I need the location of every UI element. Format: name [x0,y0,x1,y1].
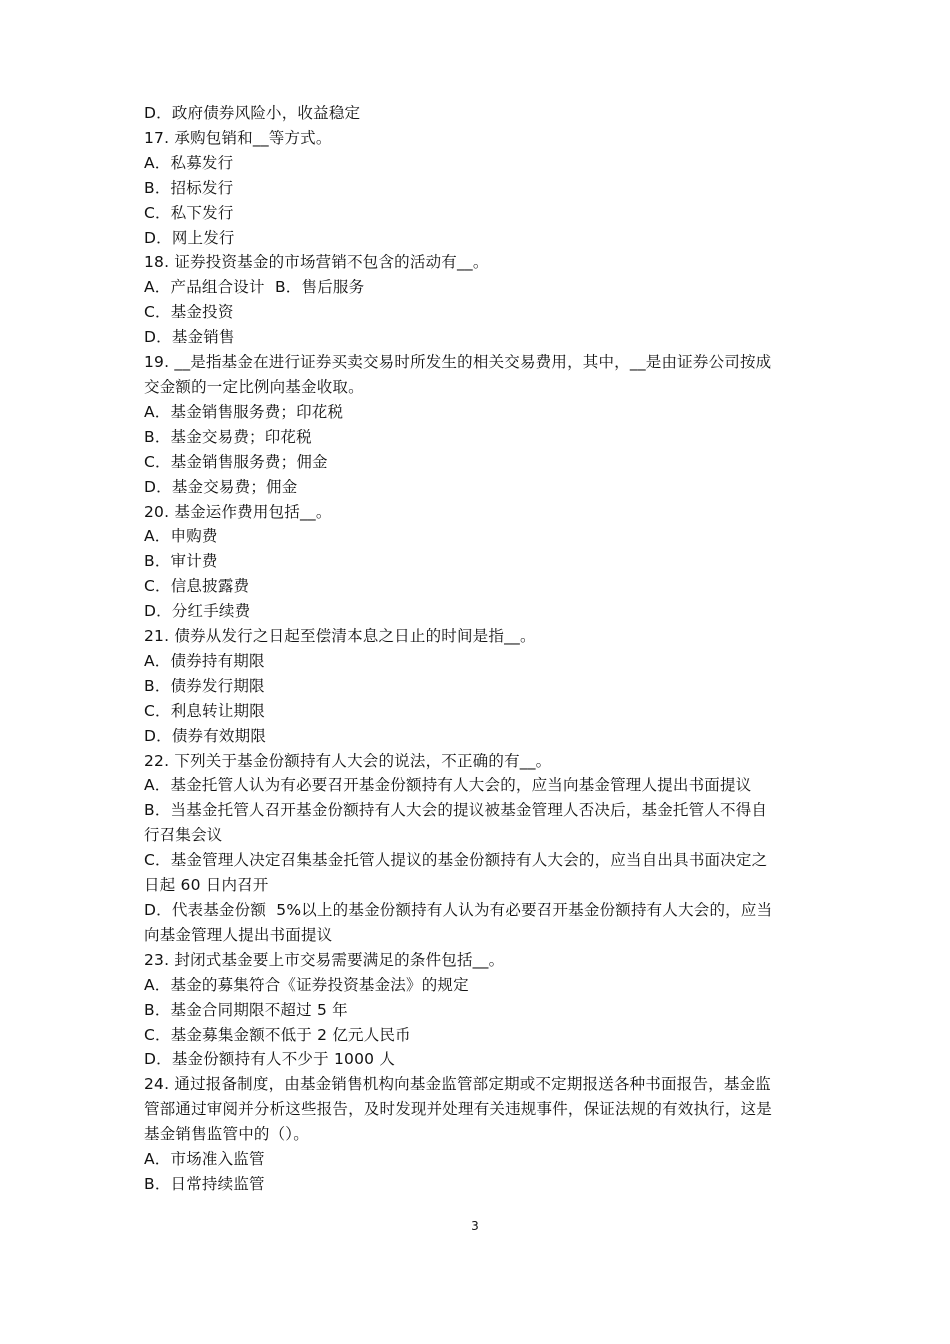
text-line: A．基金托管人认为有必要召开基金份额持有人大会的，应当向基金管理人提出书面提议 [144,776,752,795]
text-line: D．债券有效期限 [144,726,267,745]
text-line: 19. __是指基金在进行证券买卖交易时所发生的相关交易费用，其中，__是由证券公司按成 [144,353,772,372]
text-line: C．基金销售服务费；佣金 [144,452,328,471]
text-line: C．私下发行 [144,203,234,222]
text-line: 管部通过审阅并分析这些报告，及时发现并处理有关违规事件，保证法规的有效执行，这是 [144,1100,773,1119]
text-line: 22. 下列关于基金份额持有人大会的说法，不正确的有__。 [144,751,552,770]
text-line: B．当基金托管人召开基金份额持有人大会的提议被基金管理人否决后，基金托管人不得自 [144,801,768,820]
text-line: D．基金销售 [144,328,235,347]
text-line: 21. 债券从发行之日起至偿清本息之日止的时间是指__。 [144,627,536,646]
text-line: 基金销售监管中的（）。 [144,1125,309,1144]
text-line: D．分红手续费 [144,602,251,621]
page-number: 3 [471,1219,479,1233]
document-body [144,101,814,1197]
text-line: D．基金份额持有人不少于 1000 人 [144,1050,396,1069]
text-line: 交金额的一定比例向基金收取。 [144,377,364,396]
text-line: 日起 60 日内召开 [144,876,269,895]
text-line: B．招标发行 [144,178,234,197]
text-line: 17. 承购包销和__等方式。 [144,128,332,147]
text-line: C．信息披露费 [144,577,250,596]
text-line: D．网上发行 [144,228,235,247]
text-line: B．基金交易费；印花税 [144,427,312,446]
text-line: D．代表基金份额 5%以上的基金份额持有人认为有必要召开基金份额持有人大会的，应当 [144,901,773,919]
text-line: A．申购费 [144,527,218,546]
text-line: D．基金交易费；佣金 [144,477,298,496]
text-line: B．债券发行期限 [144,676,265,695]
text-line: A．产品组合设计 B．售后服务 [144,278,365,297]
text-line: C．利息转让期限 [144,701,265,720]
text-line: 18. 证券投资基金的市场营销不包含的活动有__。 [144,253,489,272]
text-line: 向基金管理人提出书面提议 [144,925,333,944]
text-line: B．日常持续监管 [144,1174,265,1193]
text-line: B．基金合同期限不超过 5 年 [144,1000,348,1019]
text-line: C．基金管理人决定召集基金托管人提议的基金份额持有人大会的，应当自出具书面决定之 [144,851,768,870]
text-line: A．债券持有期限 [144,651,265,670]
text-line: B．审计费 [144,552,218,571]
text-line: A．基金的募集符合《证券投资基金法》的规定 [144,975,469,994]
text-line: 24. 通过报备制度，由基金销售机构向基金监管部定期或不定期报送各种书面报告，基金监 [144,1075,771,1094]
text-line: C．基金投资 [144,303,234,322]
text-line: C．基金募集金额不低于 2 亿元人民币 [144,1025,411,1044]
text-line: A．私募发行 [144,153,234,172]
text-line: 23. 封闭式基金要上市交易需要满足的条件包括__。 [144,950,505,969]
text-line: 行召集会议 [144,826,223,845]
text-line: A．市场准入监管 [144,1150,265,1169]
text-line: 20. 基金运作费用包括__。 [144,502,332,521]
text-line: A．基金销售服务费；印花税 [144,402,344,421]
text-line: D．政府债券风险小，收益稳定 [144,104,361,122]
